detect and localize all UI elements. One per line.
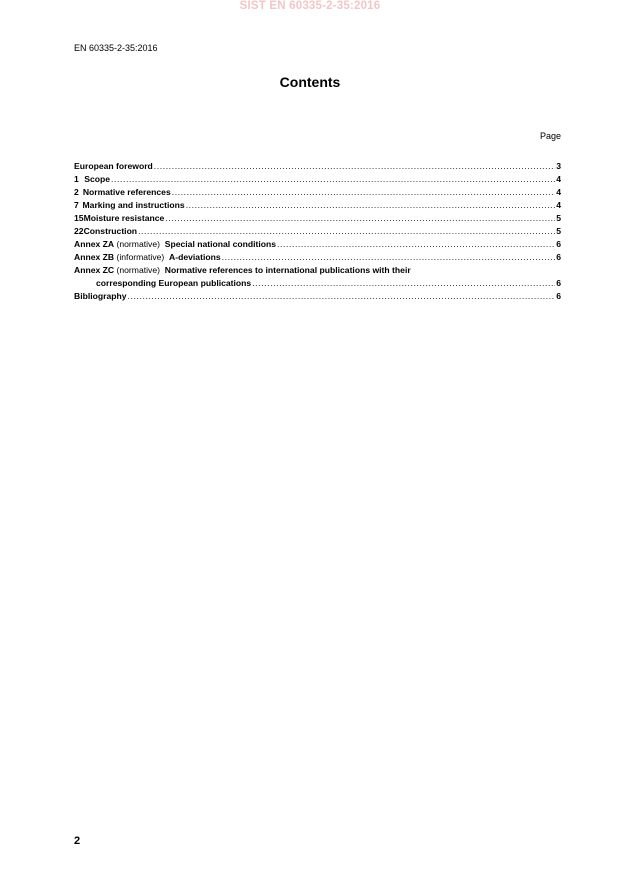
- toc-entry-page: 6: [556, 278, 561, 288]
- toc-entry-title: Scope: [84, 174, 111, 184]
- toc-entry-title: European foreword: [74, 161, 153, 171]
- toc-leader-dots: [128, 291, 556, 302]
- toc-leader-dots: [111, 174, 555, 185]
- toc-entry-annex-zc[interactable]: [74, 263, 561, 289]
- toc-entry-number: 7: [74, 200, 79, 210]
- toc-entry-title: Marking and instructions: [82, 200, 185, 210]
- toc-entry-title: Special national conditions: [164, 239, 277, 249]
- toc-entry-annex-prefix: Annex ZA: [74, 239, 115, 249]
- toc-entry-marking-and-instructions[interactable]: [74, 198, 561, 211]
- toc-leader-dots: [222, 252, 556, 263]
- watermark: SIST EN 60335-2-35:2016: [239, 0, 381, 12]
- toc-entry-annex-prefix: Annex ZB: [74, 252, 115, 262]
- page-title: Contents: [279, 74, 341, 90]
- toc-leader-dots: [277, 239, 555, 250]
- toc-entry-annex-type: (normative): [116, 265, 160, 275]
- page-column-label: Page: [539, 131, 561, 141]
- toc-entry-annex-type: (normative): [116, 239, 160, 249]
- toc-entry-title-continuation: corresponding European publications: [96, 278, 252, 288]
- toc-entry-bibliography[interactable]: [74, 289, 561, 302]
- toc-entry-title: Bibliography: [74, 291, 127, 301]
- toc-leader-dots: [154, 161, 555, 172]
- toc-entry-title: Construction: [83, 226, 138, 236]
- toc-entry-title: Moisture resistance: [83, 213, 165, 223]
- toc-entry-page: 6: [556, 252, 561, 262]
- toc-leader-dots: [186, 200, 556, 211]
- toc-entry-page: 5: [556, 226, 561, 236]
- toc-leader-dots: [138, 226, 555, 237]
- toc-entry-title: A-deviations: [169, 252, 221, 262]
- toc-entry-european-foreword[interactable]: [74, 159, 561, 172]
- toc-entry-page: 5: [556, 213, 561, 223]
- toc-entry-page: 3: [556, 161, 561, 171]
- toc-entry-number: 2: [74, 187, 79, 197]
- toc-entry-number: 1: [74, 174, 79, 184]
- toc-entry-number: 15: [74, 213, 84, 223]
- toc-leader-dots: [165, 213, 555, 224]
- toc-entry-page: 4: [556, 174, 561, 184]
- toc-entry-title: Normative references: [82, 187, 171, 197]
- toc-entry-scope[interactable]: [74, 172, 561, 185]
- toc-leader-dots: [172, 187, 555, 198]
- toc-entry-page: 4: [556, 200, 561, 210]
- toc-entry-title: Normative references to international publications with their: [164, 265, 411, 275]
- toc-entry-page: 4: [556, 187, 561, 197]
- toc-entry-construction[interactable]: [74, 224, 561, 237]
- toc-entry-annex-prefix: Annex ZC: [74, 265, 115, 275]
- toc-entry-page: 6: [556, 291, 561, 301]
- toc-entry-annex-type: (informative): [116, 252, 165, 262]
- toc-leader-dots: [252, 278, 555, 289]
- toc-entry-normative-references[interactable]: [74, 185, 561, 198]
- toc-entry-annex-zb[interactable]: [74, 250, 561, 263]
- document-header: EN 60335-2-35:2016: [74, 43, 158, 53]
- toc-entry-annex-za[interactable]: [74, 237, 561, 250]
- toc-entry-number: 22: [74, 226, 84, 236]
- page-number: 2: [74, 835, 81, 847]
- toc-entry-page: 6: [556, 239, 561, 249]
- toc-entry-moisture-resistance[interactable]: [74, 211, 561, 224]
- table-of-contents: [74, 159, 561, 302]
